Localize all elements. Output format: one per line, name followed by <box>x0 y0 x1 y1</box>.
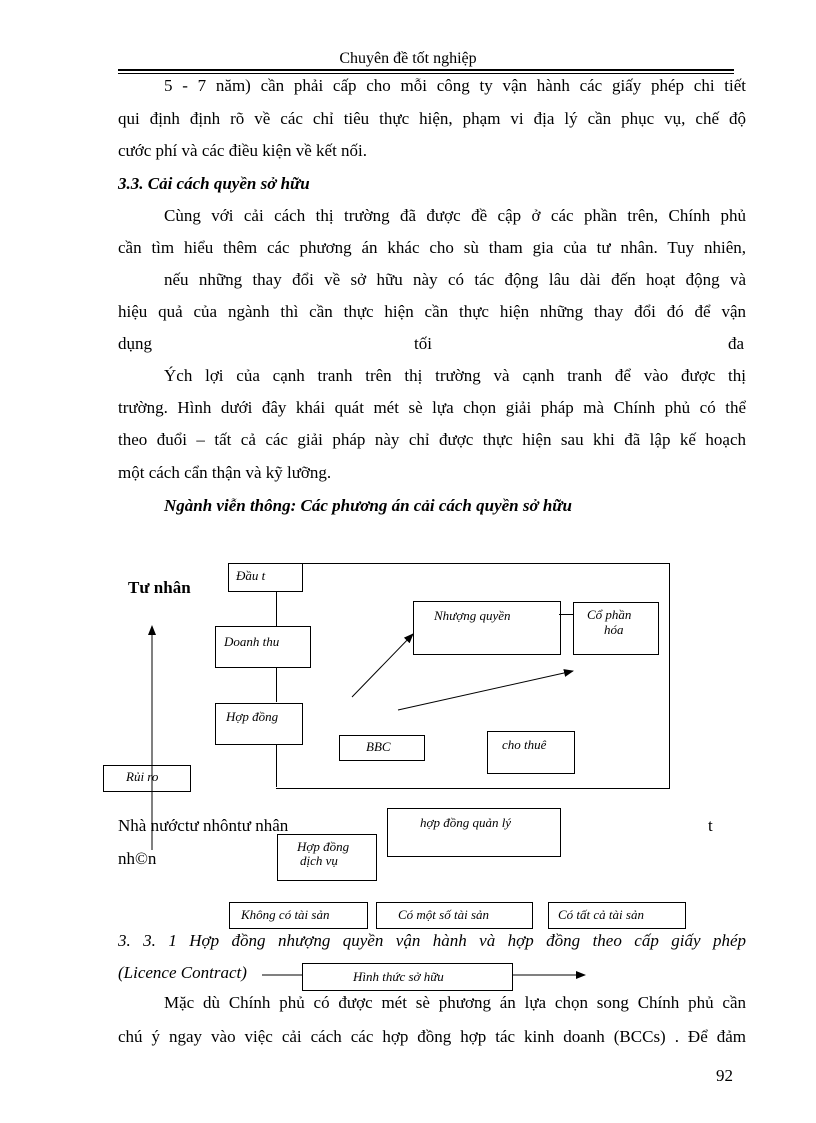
label-hinh-thuc-so-huu: Hình thức sở hữu <box>353 969 444 984</box>
section-heading: 3.3. Cải cách quyền sở hữu <box>118 174 310 193</box>
paragraph-line: chú ý ngay vào việc cải cách các hợp đồng hợp tác kinh doanh (BCCs) . Để đảm <box>118 1027 746 1046</box>
label-co-tat-ca-tai-san: Có tất cả tài sản <box>558 907 644 922</box>
page-number: 92 <box>716 1066 733 1085</box>
label-co-phan-hoa: Cổ phần <box>587 607 632 622</box>
label-doanh-thu: Doanh thu <box>224 634 280 649</box>
arrow-to-nhuong-quyen <box>352 634 413 697</box>
page-header-title: Chuyên đề tốt nghiệp <box>339 50 477 67</box>
paragraph-line: cần tìm hiểu thêm các phương án khác cho sù tham gia của tư nhân. Tuy nhiên, <box>118 238 746 257</box>
paragraph-line: 5 - 7 năm) cần phải cấp cho mỗi công ty vận hành các giấy phép chi tiết <box>164 76 746 95</box>
label-khong-co-tai-san: Không có tài sản <box>241 907 330 922</box>
paragraph-line: qui định định rõ về các chỉ tiêu thực hiện, phạm vi địa lý cần phục vụ, chế độ <box>118 109 746 128</box>
paragraph-word: đa <box>728 334 745 353</box>
paragraph-line: theo đuổi – tất cả các giải pháp này chỉ được thực hiện sau khi đã lập kế hoạch <box>118 430 746 449</box>
figure-title: Ngành viễn thông: Các phương án cải cách quyền sở hữu <box>164 496 572 515</box>
subsection-heading: 3. 3. 1 Hợp đồng nhượng quyền vận hành và hợp đồng theo cấp giấy phép <box>118 931 746 950</box>
label-co-phan-hoa: hóa <box>604 622 624 637</box>
subsection-heading: (Licence Contract) <box>118 963 247 982</box>
label-cho-thue: cho thuê <box>502 737 547 752</box>
label-nha-nuoc: Nhà nướctư nhôntư nhân <box>118 816 289 835</box>
label-hop-dong: Hợp đồng <box>226 709 279 724</box>
label-nhon: nh©n <box>118 849 157 868</box>
label-rui-ro: Rủi ro <box>126 769 159 784</box>
label-co-mot-so-tai-san: Có một số tài sản <box>398 907 490 922</box>
paragraph-line: Ých lợi của cạnh tranh trên thị trường và cạnh tranh để vào được thị <box>164 366 746 385</box>
label-dau-tu: Đầu t <box>236 568 266 583</box>
paragraph-word: tối <box>414 334 432 353</box>
label-hop-dong-dich-vu: dịch vụ <box>300 853 338 868</box>
paragraph-line: một cách cẩn thận và kỹ lưỡng. <box>118 463 332 482</box>
paragraph-line: Cùng với cải cách thị trường đã được đề cập ở các phần trên, Chính phủ <box>164 206 746 225</box>
arrow-to-co-phan-hoa <box>398 671 573 710</box>
label-tu-nhan: Tư nhân <box>128 578 191 597</box>
paragraph-line: hiệu quả của ngành thì cần thực hiện cần thực hiện những thay đổi đó để vận <box>118 302 746 321</box>
label-t: t <box>708 816 713 835</box>
paragraph-line: trường. Hình dưới đây khái quát mét sè lựa chọn giải pháp mà Chính phủ có thể <box>118 398 746 417</box>
paragraph-word: dụng <box>118 334 152 353</box>
label-bbc: BBC <box>366 739 391 754</box>
label-hop-dong-dich-vu: Hợp đồng <box>297 839 350 854</box>
paragraph-line: cước phí và các điều kiện về kết nối. <box>118 141 368 160</box>
paragraph-line: Mặc dù Chính phủ có được mét sè phương án lựa chọn song Chính phủ cần <box>164 993 746 1012</box>
paragraph-line: nếu những thay đổi về sở hữu này có tác động lâu dài đến hoạt động và <box>164 270 746 289</box>
label-hop-dong-quan-ly: hợp đồng quản lý <box>420 815 512 830</box>
label-nhuong-quyen: Nhượng quyền <box>434 608 511 623</box>
